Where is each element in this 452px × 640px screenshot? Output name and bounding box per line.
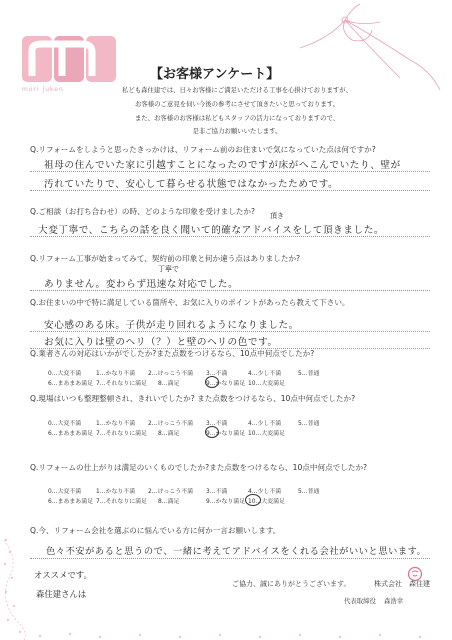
rating-option: 5…普通: [298, 421, 320, 427]
rating-option: 6…まあまあ満足: [48, 499, 93, 505]
rating-option: 4…少し不満: [248, 421, 282, 427]
answer-8-line-2: オススメです。: [34, 570, 92, 580]
mori-juken-logo: [22, 28, 120, 90]
rating-option: 7…それなりに満足: [96, 381, 147, 387]
rating-option: 10…大変満足: [248, 381, 285, 387]
rating-option: 4…少し不満: [248, 489, 282, 495]
answer-line: [30, 236, 430, 237]
rating-option: 4…少し不満: [248, 371, 282, 377]
intro-line: また、お客様のお客様は私どもスタッフの活力になっておりますので、: [134, 113, 340, 122]
intro-line: お客様のご意見を伺い今後の参考にさせて頂きたいと思っております。: [135, 99, 339, 108]
answer-line: [30, 290, 430, 291]
answer-8-line-1: 色々不安があると思うので、一緒に考えてアドバイスをくれる会社がいいと思います。: [46, 546, 427, 557]
rating-option: 1…かなり不満: [96, 489, 136, 495]
question-3: Q.リフォーム工事が始まってみて、契約前の印象と何か違う点はありましたか?: [30, 254, 301, 263]
question-6: Q.現場はいつも整理整頓され、きれいでしたか? また点数をつけるなら、10点中何点でしたか?: [30, 394, 356, 403]
answer-1-line-1: 祖母の住んでいた家に引越すことになったのですが床がへこんでいたり、壁が: [44, 160, 401, 171]
answer-4-line-1: 安心感のある床。子供が走り回れるようになりました。: [44, 320, 299, 331]
answer-8-line-3: 森住建さんは: [36, 589, 87, 599]
logo-text: mori juken: [22, 86, 64, 93]
intro-line: 私ども森住建では、日々お客様にご満足いただける工事を心掛けておりますが、: [121, 86, 353, 94]
company-name: 株式会社 森住建: [374, 580, 430, 588]
question-8: Q.今、リフォーム会社を選ぶのに悩んでいる方に何か一言お願いします。: [30, 526, 281, 535]
rating-option: 9…かなり満足: [206, 499, 246, 505]
rating-option: 1…かなり不満: [96, 421, 136, 427]
answer-2-insert: 頂き: [270, 212, 284, 220]
representative-title: 代表取締役: [344, 597, 376, 605]
rating-option: 5…普通: [298, 489, 320, 495]
rating-option: 2…けっこう不満: [148, 371, 193, 377]
rating-option: 0…大変不満: [48, 489, 82, 495]
intro-text: [112, 84, 362, 139]
rating-option: 3…不満: [206, 489, 228, 495]
rating-option: 6…まあまあ満足: [48, 381, 93, 387]
rating-option: 7…それなりに満足: [96, 499, 147, 505]
selected-rating-circle-q6: [205, 426, 219, 438]
rating-option: 9…かなり満足: [206, 381, 246, 387]
rating-option: 8…満足: [158, 431, 180, 437]
rating-option: 2…けっこう不満: [148, 421, 193, 427]
representative-name: 森浩幸: [384, 597, 404, 605]
rating-option: 6…まあまあ満足: [48, 431, 93, 437]
answer-line: [30, 331, 430, 332]
answer-line: [30, 171, 430, 172]
question-2: Q.ご相談（お打ち合わせ）の時、どのような印象を受けましたか?: [30, 207, 256, 216]
rating-option: 0…大変不満: [48, 371, 82, 377]
rating-option: 8…満足: [158, 381, 180, 387]
rating-option: 0…大変不満: [48, 421, 82, 427]
question-1: Q.リフォームをしようと思ったきっかけは、リフォーム前のお住まいで気になっていた点は何ですか?: [30, 145, 376, 154]
rating-option: 2…けっこう不満: [148, 489, 193, 495]
rating-option: 10…大変満足: [248, 499, 285, 505]
selected-rating-circle-q7: [245, 494, 261, 506]
page-title: 【お客様アンケート】: [150, 67, 280, 82]
answer-2: 大変丁寧で、こちらの話を良く聞いて的確なアドバイスをして頂きました。: [38, 225, 385, 236]
question-5: Q.業者さんの対応はいかがでしたか?また点数をつけるなら、10点中何点でしたか?: [30, 349, 315, 358]
rating-option: 5…普通: [298, 371, 320, 377]
answer-3: ありません。変わらず迅速な対応でした。: [44, 279, 239, 290]
thanks-text: ご協力、誠にありがとうございます。: [232, 580, 351, 588]
question-7: Q.リフォームの仕上がりは満足のいくものでしたか?また点数をつけるなら、10点中何点でしたか?: [30, 463, 368, 472]
question-4: Q.お住まいの中で特に満足している箇所や、お気に入りのポイントがあったら教えて下さい。: [30, 298, 350, 307]
answer-1-line-2: 汚れていたりで、安心して暮らせる状態ではなかったためです。: [44, 179, 339, 190]
selected-rating-circle-q5: [205, 376, 219, 388]
rating-option: 8…満足: [158, 499, 180, 505]
rating-option: 1…かなり不満: [96, 371, 136, 377]
rating-option: 9…かなり満足: [206, 431, 246, 437]
answer-3-insert: 丁寧で: [158, 265, 179, 273]
rating-option: 10…大変満足: [248, 431, 285, 437]
rating-option: 3…不満: [206, 421, 228, 427]
answer-line: [30, 190, 430, 191]
rating-option: 3…不満: [206, 371, 228, 377]
answer-4-line-2: お気に入りは壁のヘリ（？）と壁のヘリの色です。: [44, 337, 278, 348]
decorative-dots: [0, 520, 452, 640]
rating-option: 7…それなりに満足: [96, 431, 147, 437]
intro-line: 是非ご協力お願いいたします。: [192, 127, 282, 136]
